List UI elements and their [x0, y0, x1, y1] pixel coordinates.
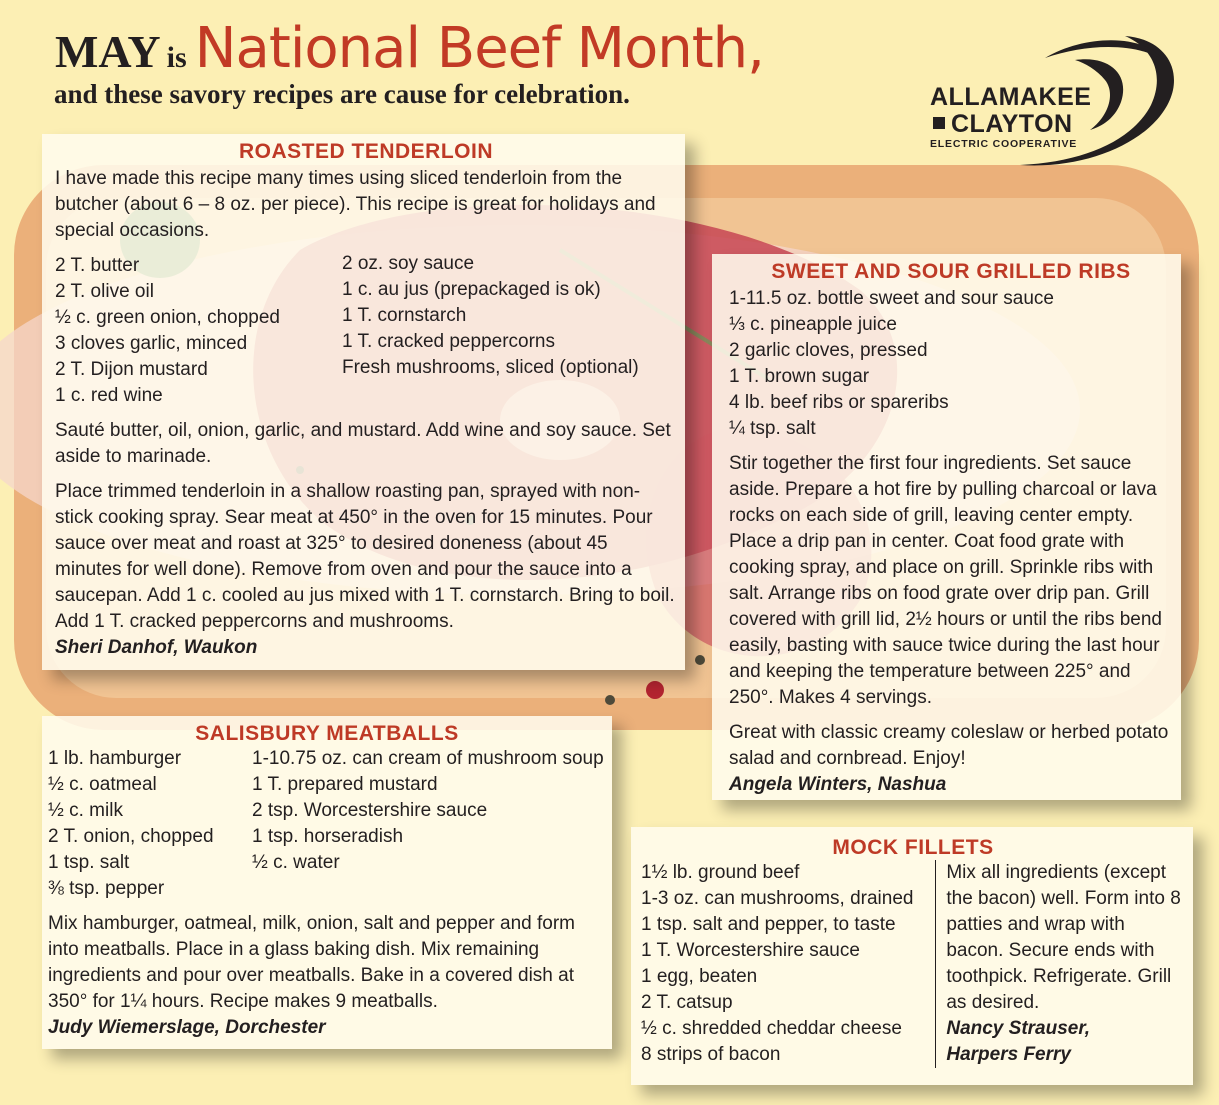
ingredient: 2 T. catsup — [641, 992, 733, 1013]
recipe-step: Mix all ingredients (except the bacon) well. Form into 8 patties and wrap with bacon. Secure ends with toothpick. Refrigerate. Grill as desired. — [946, 862, 1181, 1013]
header-is: is — [166, 41, 187, 74]
ingredient: ⅜ tsp. pepper — [48, 878, 165, 899]
recipe-author: Nancy Strauser, — [946, 1018, 1090, 1039]
ingredient: 2 tsp. Worcestershire sauce — [252, 800, 488, 821]
cooperative-logo — [925, 30, 1175, 180]
ingredient: 1 T. Worcestershire sauce — [641, 940, 860, 961]
recipe-title: ROASTED TENDERLOIN — [238, 140, 493, 163]
ingredients-left — [55, 253, 342, 409]
ingredients-list — [641, 860, 936, 1068]
ingredient: 2 T. olive oil — [55, 281, 154, 302]
ingredient: 2 T. Dijon mustard — [55, 359, 208, 380]
recipe-author: Angela Winters, Nashua — [729, 774, 947, 795]
recipe-salisbury-meatballs — [42, 716, 612, 1049]
logo-line-cooperative: ELECTRIC COOPERATIVE — [930, 138, 1078, 150]
recipe-step: Great with classic creamy coleslaw or herbed potato salad and cornbread. Enjoy! — [729, 722, 1169, 769]
recipe-author: Sheri Danhof, Waukon — [55, 637, 258, 658]
ingredient: 1 c. au jus (prepackaged is ok) — [342, 279, 601, 300]
recipe-mock-fillets — [631, 827, 1193, 1085]
recipe-author: Judy Wiemerslage, Dorchester — [48, 1017, 326, 1038]
ingredient: 1 egg, beaten — [641, 966, 758, 987]
recipe-title: SALISBURY MEATBALLS — [195, 722, 459, 745]
logo-line-clayton — [933, 110, 1073, 139]
directions — [946, 860, 1185, 1068]
header-title: National Beef Month, — [194, 16, 764, 81]
header-subtitle: and these savory recipes are cause for celebration. — [54, 79, 630, 109]
ingredient: 1 T. cracked peppercorns — [342, 331, 555, 352]
ingredients-columns — [48, 746, 606, 902]
ingredients-right — [342, 251, 639, 409]
recipe-step: Stir together the first four ingredients. Set sauce aside. Prepare a hot fire by pulling charcoal or lava rocks on each side of grill, leaving center empty. Place a drip pan in center. Coat food grate with cooking spray, and place on grill. Sprinkle ribs with salt. Arrange ribs on food grate over drip pan. Grill covered with grill lid, 2½ hours or until the ribs bend easily, basting with sauce twice during the last hour and keeping the temperature between 225° and 250°. Makes 4 servings. — [729, 453, 1163, 708]
ingredient: 2 T. butter — [55, 255, 140, 276]
ingredient: 2 T. onion, chopped — [48, 826, 214, 847]
logo-clayton-text: CLAYTON — [951, 110, 1073, 138]
ingredient: Fresh mushrooms, sliced (optional) — [342, 357, 639, 378]
recipe-step: Place trimmed tenderloin in a shallow roasting pan, sprayed with non-stick cooking spray. Sear meat at 450° in the oven for 15 minutes. Pour sauce over meat and roast at 325° to desired doneness (about 45 minutes for well done). Remove from oven and pour the sauce into a saucepan. Add 1 c. cooled au jus mixed with 1 T. cornstarch. Bring to boil. Add 1 T. cracked peppercorns and mushrooms. — [55, 481, 675, 632]
logo-line-allamakee: ALLAMAKEE — [930, 83, 1092, 111]
ingredient: ½ c. oatmeal — [48, 774, 157, 795]
ingredient: ½ c. water — [252, 852, 340, 873]
ingredient: 3 cloves garlic, minced — [55, 333, 248, 354]
page-header — [55, 16, 764, 81]
ingredient: 1 T. prepared mustard — [252, 774, 438, 795]
ingredient: ¼ tsp. salt — [729, 418, 816, 439]
ingredient: 1 lb. hamburger — [48, 748, 182, 769]
ingredient: 2 oz. soy sauce — [342, 253, 475, 274]
ingredients-columns — [55, 253, 677, 409]
recipe-intro: I have made this recipe many times using sliced tenderloin from the butcher (about 6 – 8 oz. per piece). This recipe is great for holidays and special occasions. — [55, 168, 656, 241]
header-may: MAY — [55, 26, 161, 77]
ingredient: ½ c. milk — [48, 800, 123, 821]
ingredient: 4 lb. beef ribs or spareribs — [729, 392, 949, 413]
ingredient: 1 tsp. horseradish — [252, 826, 404, 847]
ingredient: 1 c. red wine — [55, 385, 163, 406]
ingredient: 1½ lb. ground beef — [641, 862, 800, 883]
ingredients-right — [252, 746, 604, 902]
recipe-roasted-tenderloin — [42, 134, 685, 670]
ingredient: 1 T. cornstarch — [342, 305, 467, 326]
ingredients-list — [729, 286, 1173, 442]
ingredient: 1-11.5 oz. bottle sweet and sour sauce — [729, 288, 1054, 309]
recipe-title: SWEET AND SOUR GRILLED RIBS — [771, 260, 1131, 283]
recipe-step: Mix hamburger, oatmeal, milk, onion, salt and pepper and form into meatballs. Place in a glass baking dish. Mix remaining ingredients and pour over meatballs. Bake in a covered dish at 350° for 1¼ hours. Recipe makes 9 meatballs. — [48, 913, 575, 1012]
ingredient: ⅓ c. pineapple juice — [729, 314, 897, 335]
logo-square-icon — [933, 117, 945, 129]
ingredient: 1 T. brown sugar — [729, 366, 870, 387]
ingredient: ½ c. green onion, chopped — [55, 307, 281, 328]
ingredient: 2 garlic cloves, pressed — [729, 340, 928, 361]
ingredient: 1 tsp. salt — [48, 852, 130, 873]
recipe-sweet-sour-ribs — [712, 254, 1181, 800]
ingredient: 1 tsp. salt and pepper, to taste — [641, 914, 896, 935]
ingredient: 8 strips of bacon — [641, 1044, 781, 1065]
ingredient: ½ c. shredded cheddar cheese — [641, 1018, 902, 1039]
recipe-author-town: Harpers Ferry — [946, 1044, 1071, 1065]
recipe-step: Sauté butter, oil, onion, garlic, and mustard. Add wine and soy sauce. Set aside to marinade. — [55, 420, 671, 467]
recipe-title: MOCK FILLETS — [832, 836, 994, 859]
ingredients-left — [48, 746, 252, 902]
ingredient: 1-3 oz. can mushrooms, drained — [641, 888, 914, 909]
recipe-columns — [641, 860, 1185, 1068]
ingredient: 1-10.75 oz. can cream of mushroom soup — [252, 748, 604, 769]
